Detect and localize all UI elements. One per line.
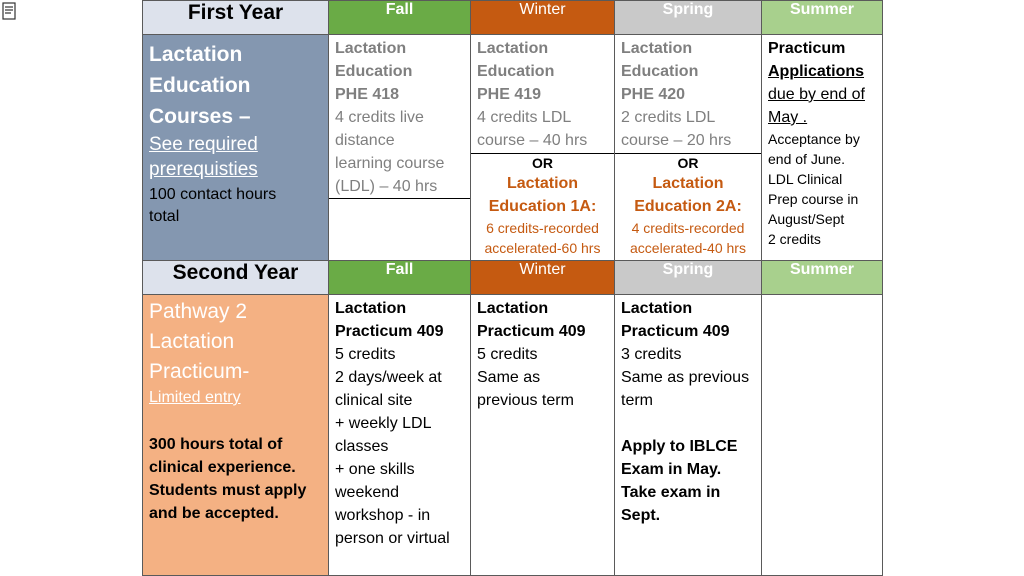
course-line: (LDL) – 40 hrs — [335, 178, 438, 195]
course-line: + one skills — [335, 461, 415, 478]
course-line: Education — [621, 63, 699, 80]
year1-title-line: Courses – — [149, 105, 251, 128]
limited-entry-link[interactable]: Limited entry — [149, 389, 241, 406]
due-month: May . — [768, 109, 808, 126]
or-label: OR — [532, 155, 553, 171]
course-line: 4 credits LDL — [477, 109, 572, 126]
summer-note-line: Acceptance by — [768, 131, 860, 147]
course-line: 2 credits LDL — [621, 109, 716, 126]
summer-note-line: Prep course in — [768, 191, 859, 207]
contact-hours-note — [149, 184, 322, 228]
alt-course-detail: accelerated-60 hrs — [484, 240, 601, 256]
prerequisites-link-line[interactable]: prerequisties — [149, 159, 258, 180]
year1-heading: First Year — [143, 1, 329, 35]
year1-title-line: Education — [149, 74, 251, 97]
or-label: OR — [677, 155, 699, 171]
alt-course-title: Education 1A: — [488, 198, 597, 215]
course-line: 5 credits — [477, 346, 538, 363]
year1-fall-cell — [329, 35, 471, 261]
course-line: + weekly LDL — [335, 415, 432, 432]
course-line: PHE 420 — [621, 86, 686, 103]
course-line: 2 days/week at — [335, 369, 442, 386]
course-line: Practicum 409 — [621, 323, 730, 340]
schedule-table — [142, 0, 883, 576]
year2-heading: Second Year — [143, 261, 329, 295]
course-line: Same as — [477, 369, 541, 386]
note-line: clinical experience. — [149, 459, 296, 476]
year2-side-cell — [143, 295, 329, 576]
course-line: learning course — [335, 155, 445, 172]
summer-note-line: LDL Clinical — [768, 171, 843, 187]
course-line: person or virtual — [335, 530, 450, 547]
clinical-hours-note — [149, 433, 322, 525]
course-line: clinical site — [335, 392, 413, 409]
course-line: Practicum 409 — [477, 323, 586, 340]
course-line: 3 credits — [621, 346, 682, 363]
course-line: Education — [335, 63, 413, 80]
course-line: course – 40 hrs — [477, 132, 588, 149]
year2-title-line: Pathway 2 — [149, 300, 248, 323]
year1-summer-cell — [762, 35, 883, 261]
year2-summer-cell — [762, 295, 883, 576]
note-line: Students must apply — [149, 482, 307, 499]
course-line: Lactation — [335, 300, 407, 317]
course-line: Lactation — [621, 300, 693, 317]
course-line: 4 credits live — [335, 109, 424, 126]
prerequisites-link[interactable] — [149, 132, 322, 182]
year1-summer-header: Summer — [762, 1, 883, 35]
year1-winter-header: Winter — [471, 1, 615, 35]
course-line: Lactation — [477, 300, 549, 317]
exam-note-line: Apply to IBLCE — [621, 438, 738, 455]
course-line: workshop - in — [335, 507, 431, 524]
course-line: distance — [335, 132, 395, 149]
year2-title-line: Practicum- — [149, 360, 250, 383]
year2-winter-header: Winter — [471, 261, 615, 295]
course-line: course – 20 hrs — [621, 132, 732, 149]
year1-header-row — [143, 1, 883, 35]
year2-summer-header: Summer — [762, 261, 883, 295]
year2-fall-header: Fall — [329, 261, 471, 295]
summer-note-line: end of June. — [768, 151, 846, 167]
note-line: 300 hours total of — [149, 436, 283, 453]
year2-fall-cell — [329, 295, 471, 576]
year1-fall-header: Fall — [329, 1, 471, 35]
alt-course-detail: 4 credits-recorded — [631, 220, 745, 236]
course-line: previous term — [477, 392, 574, 409]
year2-winter-cell — [471, 295, 615, 576]
note-line: 100 contact hours — [149, 186, 277, 203]
course-line: Lactation — [477, 40, 549, 57]
prerequisites-link-line[interactable]: See required — [149, 134, 258, 155]
course-line: Practicum 409 — [335, 323, 444, 340]
year2-spring-header: Spring — [615, 261, 762, 295]
alt-course-detail: 6 credits-recorded — [486, 220, 599, 236]
alt-course-detail: accelerated-40 hrs — [630, 240, 746, 256]
exam-note-line: Take exam in — [621, 484, 721, 501]
note-line: and be accepted. — [149, 505, 279, 522]
note-line: total — [149, 208, 180, 225]
year1-side-cell — [143, 35, 329, 261]
practicum-label: Practicum — [768, 40, 846, 57]
course-line: Education — [477, 63, 555, 80]
course-line: PHE 418 — [335, 86, 400, 103]
exam-note-line: Sept. — [621, 507, 661, 524]
exam-note-line: Exam in May. — [621, 461, 722, 478]
applications-label: Applications — [768, 63, 865, 80]
course-line: Lactation — [335, 40, 407, 57]
alt-course-title: Education 2A: — [634, 198, 742, 215]
year1-spring-header: Spring — [615, 1, 762, 35]
year2-header-row — [143, 261, 883, 295]
summer-note-line: 2 credits — [768, 231, 821, 247]
year1-winter-cell — [471, 35, 615, 261]
year1-body-row — [143, 35, 883, 261]
year1-title-line: Lactation — [149, 43, 243, 66]
year2-spring-cell — [615, 295, 762, 576]
alt-course-title: Lactation — [652, 175, 724, 192]
course-line: classes — [335, 438, 389, 455]
document-icon — [2, 2, 16, 20]
due-line: due by end of — [768, 86, 865, 103]
alt-course-title: Lactation — [506, 175, 579, 192]
course-line: 5 credits — [335, 346, 396, 363]
year2-title-line: Lactation — [149, 330, 235, 353]
course-line: Lactation — [621, 40, 693, 57]
course-line: PHE 419 — [477, 86, 542, 103]
year2-body-row — [143, 295, 883, 576]
course-line: weekend — [335, 484, 400, 501]
course-line: term — [621, 392, 653, 409]
summer-note-line: August/Sept — [768, 211, 845, 227]
course-line: Same as previous — [621, 369, 750, 386]
year1-spring-cell — [615, 35, 762, 261]
